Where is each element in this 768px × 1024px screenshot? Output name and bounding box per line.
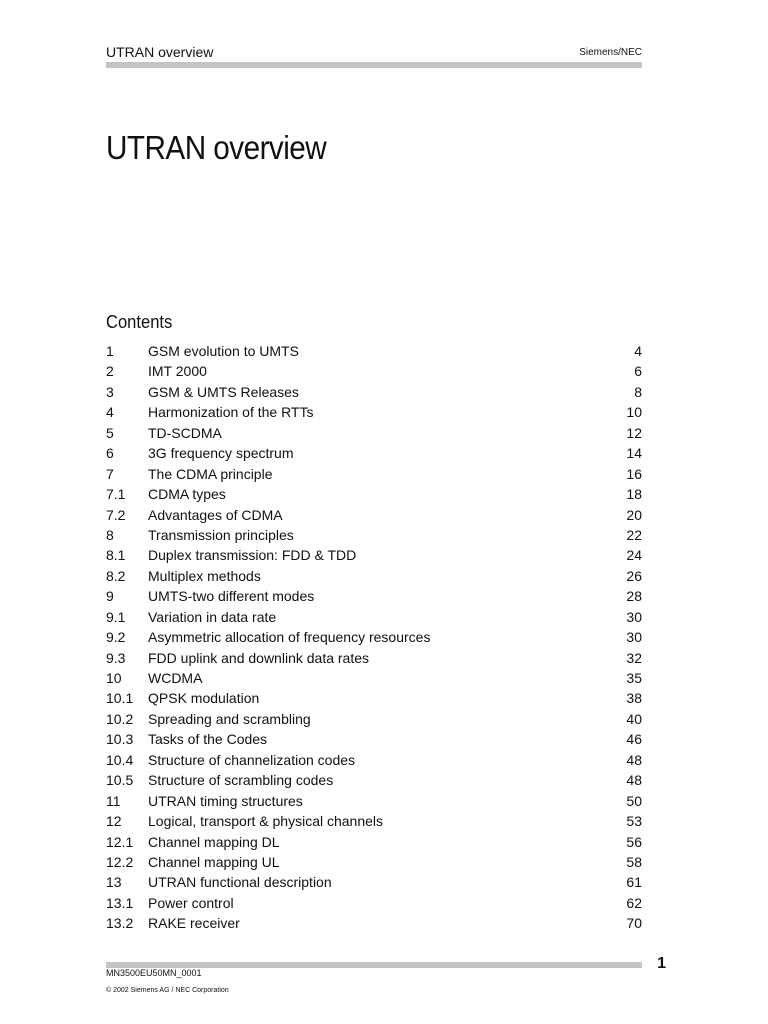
toc-entry-title: Tasks of the Codes <box>148 731 268 748</box>
toc-entry[interactable] <box>106 832 642 852</box>
toc-entry-number: 12.2 <box>106 853 134 870</box>
toc-entry-number: 12 <box>106 813 122 830</box>
toc-entry[interactable] <box>106 729 642 749</box>
toc-entry-page: 61 <box>626 874 642 891</box>
toc-entry-number: 5 <box>106 424 114 441</box>
toc-entry-number: 7.2 <box>106 506 126 523</box>
toc-entry-title: GSM evolution to UMTS <box>148 343 299 359</box>
toc-entry[interactable] <box>106 607 642 627</box>
toc-entry-page: 12 <box>626 424 642 441</box>
toc-entry-number: 8 <box>106 526 114 543</box>
toc-entry-title: Transmission principles <box>148 526 294 543</box>
copyright-notice: © 2002 Siemens AG / NEC Corporation <box>106 987 229 994</box>
toc-entry-number: 2 <box>106 363 114 380</box>
toc-entry[interactable] <box>106 586 642 606</box>
toc-entry-page: 35 <box>626 670 642 686</box>
toc-entry-title: Asymmetric allocation of frequency resources <box>148 629 431 646</box>
toc-entry-page: 48 <box>626 751 642 768</box>
toc-entry-number: 3 <box>106 383 114 400</box>
toc-entry[interactable] <box>106 648 642 668</box>
toc-entry-number: 10 <box>106 670 122 686</box>
toc-entry-page: 46 <box>626 731 642 748</box>
toc-entry-page: 28 <box>626 588 642 605</box>
toc-entry[interactable] <box>106 668 642 688</box>
toc-entry[interactable] <box>106 464 642 484</box>
table-of-contents <box>106 341 642 934</box>
toc-entry-page: 56 <box>626 833 642 850</box>
toc-entry-page: 62 <box>626 894 642 911</box>
toc-entry-number: 10.4 <box>106 751 134 768</box>
toc-entry-page: 32 <box>626 649 642 666</box>
page-number: 1 <box>657 955 666 972</box>
toc-entry-page: 22 <box>626 526 642 543</box>
toc-entry-page: 18 <box>626 486 642 503</box>
toc-entry-number: 10.5 <box>106 772 134 789</box>
toc-entry[interactable] <box>106 872 642 892</box>
toc-entry-title: FDD uplink and downlink data rates <box>148 649 370 666</box>
toc-entry-title: Structure of channelization codes <box>148 751 356 768</box>
toc-entry-title: WCDMA <box>148 670 203 686</box>
toc-entry-number: 9.1 <box>106 608 126 625</box>
toc-entry[interactable] <box>106 361 642 381</box>
toc-entry-number: 9 <box>106 588 114 605</box>
toc-entry-page: 6 <box>634 363 642 380</box>
toc-entry-page: 58 <box>626 853 642 870</box>
toc-entry-number: 10.2 <box>106 710 134 727</box>
toc-entry-title: TD-SCDMA <box>148 424 222 441</box>
toc-entry-title: CDMA types <box>148 486 226 503</box>
toc-entry-page: 48 <box>626 772 642 789</box>
toc-entry-title: Multiplex methods <box>148 567 261 584</box>
toc-entry-title: Logical, transport & physical channels <box>148 813 384 830</box>
toc-entry-title: Advantages of CDMA <box>148 506 283 523</box>
toc-entry-number: 7 <box>106 465 114 482</box>
toc-entry-title: QPSK modulation <box>148 690 260 707</box>
toc-entry-number: 4 <box>106 404 114 421</box>
toc-entry-page: 38 <box>626 690 642 707</box>
toc-entry-title: Duplex transmission: FDD & TDD <box>148 547 357 564</box>
toc-entry-title: RAKE receiver <box>148 915 240 932</box>
toc-entry-number: 8.2 <box>106 567 126 584</box>
toc-entry[interactable] <box>106 566 642 586</box>
toc-entry[interactable] <box>106 382 642 402</box>
toc-entry[interactable] <box>106 443 642 463</box>
toc-entry[interactable] <box>106 893 642 913</box>
toc-entry-number: 9.3 <box>106 649 126 666</box>
toc-entry-title: Variation in data rate <box>148 608 277 625</box>
toc-entry-page: 10 <box>626 404 642 421</box>
toc-entry-page: 53 <box>626 813 642 830</box>
header-company: Siemens/NEC <box>579 47 642 58</box>
toc-entry-number: 12.1 <box>106 833 134 850</box>
toc-entry-page: 24 <box>626 547 642 564</box>
toc-entry-title: Harmonization of the RTTs <box>148 404 314 421</box>
toc-entry-title: Power control <box>148 894 234 911</box>
toc-entry-number: 1 <box>106 343 114 359</box>
toc-entry[interactable] <box>106 545 642 565</box>
toc-entry-number: 7.1 <box>106 486 126 503</box>
document-code: MN3500EU50MN_0001 <box>106 968 202 978</box>
toc-entry[interactable] <box>106 791 642 811</box>
toc-entry[interactable] <box>106 750 642 770</box>
toc-entry-number: 9.2 <box>106 629 126 646</box>
toc-entry-title: Channel mapping DL <box>148 833 280 850</box>
toc-entry[interactable] <box>106 852 642 872</box>
toc-entry-page: 70 <box>626 915 642 932</box>
toc-entry-title: IMT 2000 <box>148 363 207 380</box>
contents-heading: Contents <box>106 312 173 332</box>
toc-entry[interactable] <box>106 770 642 790</box>
toc-entry[interactable] <box>106 688 642 708</box>
toc-entry-page: 20 <box>626 506 642 523</box>
document-title: UTRAN overview <box>106 129 327 166</box>
toc-entry-number: 13.2 <box>106 915 134 932</box>
toc-entry-number: 6 <box>106 445 114 462</box>
toc-entry[interactable] <box>106 402 642 422</box>
toc-entry-page: 30 <box>626 608 642 625</box>
toc-entry-title: The CDMA principle <box>148 465 273 482</box>
toc-entry-title: Structure of scrambling codes <box>148 772 334 789</box>
toc-entry-title: UTRAN timing structures <box>148 792 303 809</box>
toc-entry-page: 4 <box>634 343 642 359</box>
toc-entry[interactable] <box>106 627 642 647</box>
toc-entry[interactable] <box>106 913 642 933</box>
toc-entry[interactable] <box>106 484 642 504</box>
toc-entry-title: UMTS-two different modes <box>148 588 315 605</box>
toc-entry[interactable] <box>106 811 642 831</box>
toc-entry-number: 10.1 <box>106 690 134 707</box>
toc-entry-title: UTRAN functional description <box>148 874 332 891</box>
toc-entry-number: 10.3 <box>106 731 134 748</box>
toc-entry-page: 50 <box>626 792 642 809</box>
header-rule <box>106 62 642 68</box>
toc-entry[interactable] <box>106 709 642 729</box>
toc-entry[interactable] <box>106 423 642 443</box>
toc-entry-page: 16 <box>626 465 642 482</box>
toc-entry-title: Channel mapping UL <box>148 853 280 870</box>
toc-entry-number: 13.1 <box>106 894 134 911</box>
toc-entry-page: 14 <box>626 445 642 462</box>
toc-entry-title: Spreading and scrambling <box>148 710 311 727</box>
toc-entry-page: 26 <box>626 567 642 584</box>
toc-entry[interactable] <box>106 525 642 545</box>
toc-entry[interactable] <box>106 341 642 361</box>
toc-entry-page: 8 <box>634 383 642 400</box>
toc-entry[interactable] <box>106 505 642 525</box>
toc-entry-number: 11 <box>106 792 121 809</box>
toc-entry-page: 30 <box>626 629 642 646</box>
toc-entry-title: GSM & UMTS Releases <box>148 383 299 400</box>
toc-entry-number: 8.1 <box>106 547 126 564</box>
toc-entry-page: 40 <box>626 710 642 727</box>
header-title: UTRAN overview <box>106 44 214 60</box>
toc-entry-number: 13 <box>106 874 122 891</box>
toc-entry-title: 3G frequency spectrum <box>148 445 294 462</box>
